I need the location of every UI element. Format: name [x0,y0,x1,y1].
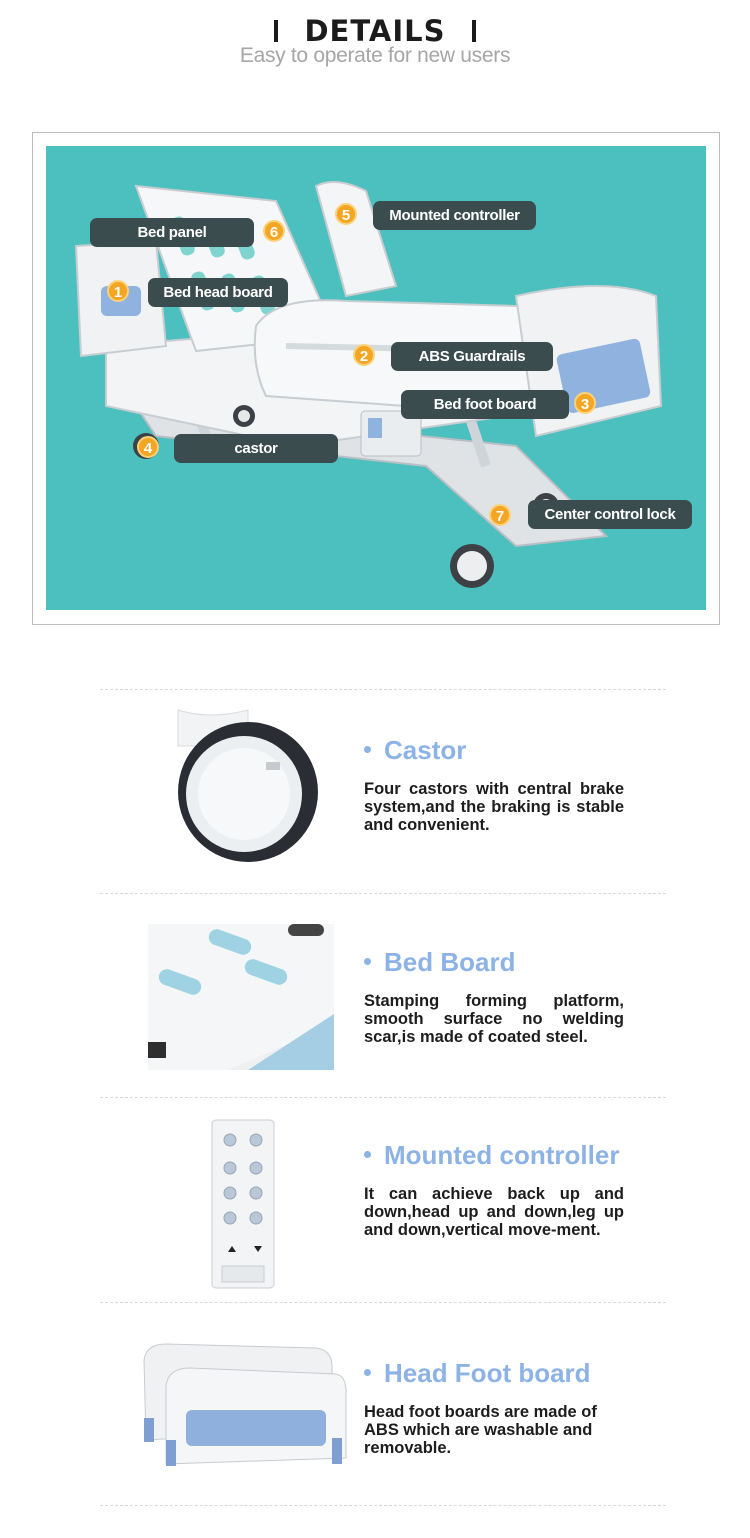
callout-bed-panel: Bed panel [90,218,254,247]
callout-abs-guardrails: ABS Guardrails [391,342,553,371]
title-right-bar [472,20,476,42]
feature-title-castor [364,735,466,766]
callout-bed-foot-board: Bed foot board [401,390,569,419]
callout-badge-2: 2 [353,344,375,366]
callout-badge-3: 3 [574,392,596,414]
feature-body-bed-board: Stamping forming platform, smooth surface no welding scar,is made of coated steel. [364,992,624,1046]
page-title-row [274,14,475,48]
feature-title-head-foot-board [364,1358,591,1389]
bullet-dot [364,958,371,965]
feature-body-castor: Four castors with central brake system,and the braking is stable and convenient. [364,780,624,834]
callout-badge-4: 4 [137,436,159,458]
page-title: DETAILS [304,14,446,48]
callout-castor: castor [174,434,338,463]
bed-board-photo [148,924,334,1070]
divider [100,1505,666,1506]
bullet-dot [364,1151,371,1158]
hero-image [46,146,706,610]
bullet-dot [364,746,371,753]
divider [100,689,666,690]
callout-badge-7: 7 [489,504,511,526]
page-header [0,14,750,48]
feature-title-text: Mounted controller [384,1140,620,1170]
divider [100,1097,666,1098]
castor-photo [170,706,320,866]
feature-title-text: Bed Board [384,947,516,977]
callout-badge-6: 6 [263,220,285,242]
divider [100,1302,666,1303]
bullet-dot [364,1369,371,1376]
hero-frame [32,132,720,625]
mounted-controller-photo [210,1118,280,1290]
callout-badge-1: 1 [107,280,129,302]
feature-title-mounted-controller [364,1140,619,1171]
feature-body-mounted-controller: It can achieve back up and down,head up and down,leg up and down,vertical move-ment. [364,1185,624,1239]
callout-center-control-lock: Center control lock [528,500,692,529]
title-left-bar [274,20,278,42]
feature-title-text: Head Foot board [384,1358,591,1388]
head-foot-board-photo [136,1340,348,1480]
feature-title-bed-board [364,947,515,978]
callout-badge-5: 5 [335,203,357,225]
feature-body-head-foot-board: Head foot boards are made of ABS which are washable and removable. [364,1403,597,1457]
callout-mounted-controller: Mounted controller [373,201,536,230]
feature-title-text: Castor [384,735,467,765]
page-subtitle: Easy to operate for new users [239,44,511,67]
callout-bed-head-board: Bed head board [148,278,288,307]
divider [100,893,666,894]
